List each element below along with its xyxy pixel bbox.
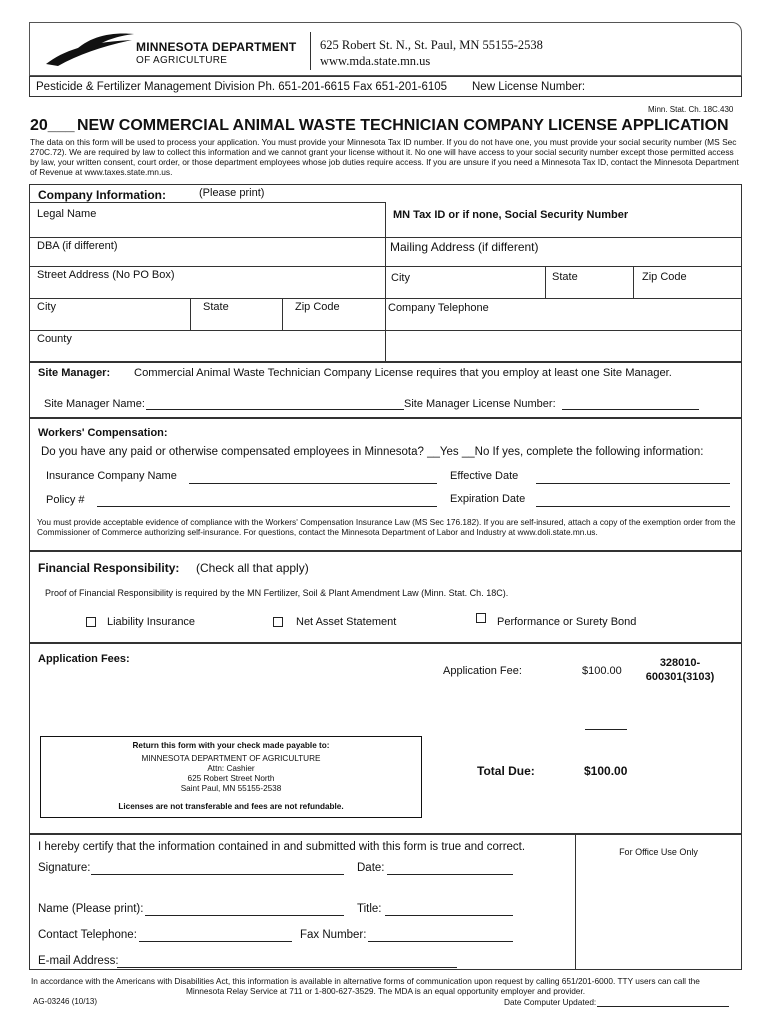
divider — [190, 298, 191, 330]
net-asset-label: Net Asset Statement — [296, 616, 397, 628]
fee-subtotal-line — [585, 729, 627, 730]
date-input[interactable] — [387, 874, 513, 875]
mda-logo-icon — [44, 30, 136, 68]
expiration-date-input[interactable] — [536, 506, 730, 507]
title-year[interactable]: 20___ — [30, 117, 75, 134]
account-code-line2: 600301(3103) — [645, 671, 715, 683]
account-code-line1: 328010- — [659, 657, 701, 669]
fax-label: Fax Number: — [300, 929, 367, 941]
state-field[interactable]: State — [203, 301, 229, 313]
page-title: NEW COMMERCIAL ANIMAL WASTE TECHNICIAN COMPANY LICENSE APPLICATION — [77, 117, 729, 134]
header-website: www.mda.state.mn.us — [320, 54, 431, 68]
divider — [29, 202, 385, 203]
print-name-label: Name (Please print): — [38, 903, 144, 915]
effective-date-label: Effective Date — [450, 470, 519, 482]
divider — [29, 237, 742, 238]
tax-id-field[interactable]: MN Tax ID or if none, Social Security Number — [393, 209, 629, 221]
date-label: Date: — [357, 862, 385, 874]
financial-heading: Financial Responsibility: — [38, 561, 180, 575]
site-manager-license-input[interactable] — [562, 409, 699, 410]
divider — [385, 202, 386, 362]
site-manager-heading: Site Manager: — [38, 367, 111, 379]
workers-comp-note: You must provide acceptable evidence of compliance with the Workers' Compensation Insurance Law (MS Sec 176.182). If you are self-insured, attach a copy of the exemption order from the Commissioner of Commerce authorizing self-insurance. For questions, contact the Minnesota Department of Labor and Industry at www.doli.state.mn.us. — [37, 517, 736, 537]
email-label: E-mail Address: — [38, 955, 119, 967]
dba-field[interactable]: DBA (if different) — [37, 240, 118, 252]
company-heading: Company Information: — [38, 188, 166, 202]
zip-field[interactable]: Zip Code — [295, 301, 340, 313]
site-manager-license-label: Site Manager License Number: — [404, 398, 556, 410]
form-id: AG-03246 (10/13) — [33, 997, 98, 1006]
return-line-2: Attn: Cashier — [207, 764, 255, 773]
return-line-3: 625 Robert Street North — [187, 774, 275, 783]
email-input[interactable] — [117, 967, 457, 968]
expiration-date-label: Expiration Date — [450, 493, 526, 505]
insurance-company-label: Insurance Company Name — [46, 470, 177, 482]
street-address-field[interactable]: Street Address (No PO Box) — [37, 269, 175, 281]
date-computer-updated-label: Date Computer Updated: — [504, 997, 597, 1007]
signature-input[interactable] — [91, 874, 344, 875]
org-name-line2: OF AGRICULTURE — [136, 55, 228, 66]
please-print-note: (Please print) — [199, 187, 265, 199]
total-due-label: Total Due: — [477, 764, 535, 778]
return-line-1: MINNESOTA DEPARTMENT OF AGRICULTURE — [141, 754, 321, 763]
mailing-zip-field[interactable]: Zip Code — [642, 271, 687, 283]
title-label: Title: — [357, 903, 382, 915]
date-computer-updated-input[interactable] — [597, 1006, 729, 1007]
surety-bond-checkbox[interactable] — [476, 613, 486, 623]
site-manager-name-label: Site Manager Name: — [44, 398, 145, 410]
return-line-4: Saint Paul, MN 55155-2538 — [180, 784, 282, 793]
company-telephone-field[interactable]: Company Telephone — [388, 302, 489, 314]
workers-comp-heading: Workers' Compensation: — [38, 427, 168, 439]
mailing-city-field[interactable]: City — [391, 272, 410, 284]
site-manager-requirement: Commercial Animal Waste Technician Company License requires that you employ at least one Site Manager. — [134, 367, 672, 379]
effective-date-input[interactable] — [536, 483, 730, 484]
ada-notice-line1: In accordance with the Americans with Disabilities Act, this information is available in alternative forms of communication upon request by calling 651/201-6000. TTY users can call the — [31, 976, 700, 986]
org-name-line1: MINNESOTA DEPARTMENT — [136, 40, 297, 54]
check-all-note: (Check all that apply) — [196, 561, 309, 575]
policy-label: Policy # — [46, 494, 85, 506]
liability-insurance-label: Liability Insurance — [107, 616, 196, 628]
policy-input[interactable] — [97, 506, 437, 507]
title-input[interactable] — [385, 915, 513, 916]
divider — [29, 330, 742, 331]
divider — [29, 266, 742, 267]
county-field[interactable]: County — [37, 333, 72, 345]
office-use-label: For Office Use Only — [619, 847, 698, 857]
fees-heading: Application Fees: — [38, 653, 130, 665]
division-info: Pesticide & Fertilizer Management Division Ph. 651-201-6615 Fax 651-201-6105 — [36, 81, 448, 93]
divider — [29, 298, 742, 299]
application-fee-label: Application Fee: — [443, 665, 522, 677]
application-fee-amount: $100.00 — [582, 665, 622, 677]
divider — [282, 298, 283, 330]
mailing-state-field[interactable]: State — [552, 271, 578, 283]
city-field[interactable]: City — [37, 301, 56, 313]
privacy-notice: The data on this form will be used to process your application. You must provide your Minnesota Tax ID number. If you do not have one, you must provide your social security number (MS Sec 270C.72). We are required by law to collect this information and we cannot grant your license without it. No one will have access to your social security number except those permitted access by law, your written consent, court order, or those department employees whose job duties require access. If you are unsure if you need a Minnesota Tax ID, contact the Minnesota Department of Revenue at www.taxes.state.mn.us. — [30, 137, 739, 177]
statute: Minn. Stat. Ch. 18C.430 — [648, 105, 734, 114]
signature-label: Signature: — [38, 862, 91, 874]
return-heading: Return this form with your check made payable to: — [132, 741, 330, 750]
employees-question[interactable]: Do you have any paid or otherwise compensated employees in Minnesota? __Yes __No If yes, complete the following information: — [41, 446, 704, 458]
header-divider — [310, 32, 311, 70]
net-asset-checkbox[interactable] — [273, 617, 283, 627]
refund-note: Licenses are not transferable and fees are not refundable. — [118, 802, 344, 811]
liability-insurance-checkbox[interactable] — [86, 617, 96, 627]
mailing-address-field[interactable]: Mailing Address (if different) — [390, 240, 539, 254]
legal-name-field[interactable]: Legal Name — [37, 208, 97, 220]
print-name-input[interactable] — [145, 915, 344, 916]
contact-phone-label: Contact Telephone: — [38, 929, 137, 941]
site-manager-name-input[interactable] — [146, 409, 404, 410]
contact-phone-input[interactable] — [139, 941, 292, 942]
financial-requirement: Proof of Financial Responsibility is required by the MN Fertilizer, Soil & Plant Amendment Law (Minn. Stat. Ch. 18C). — [45, 588, 509, 598]
certification-statement: I hereby certify that the information contained in and submitted with this form is true and correct. — [38, 841, 526, 853]
header-address: 625 Robert St. N., St. Paul, MN 55155-2538 — [320, 38, 543, 52]
fax-input[interactable] — [368, 941, 513, 942]
insurance-company-input[interactable] — [189, 483, 437, 484]
surety-bond-label: Performance or Surety Bond — [497, 616, 637, 628]
ada-notice-line2: Minnesota Relay Service at 711 or 1-800-627-3529. The MDA is an equal opportunity employer and provider. — [185, 986, 586, 996]
divider — [545, 266, 546, 298]
new-license-label: New License Number: — [472, 81, 586, 93]
divider — [633, 266, 634, 298]
total-due-amount: $100.00 — [584, 764, 628, 778]
